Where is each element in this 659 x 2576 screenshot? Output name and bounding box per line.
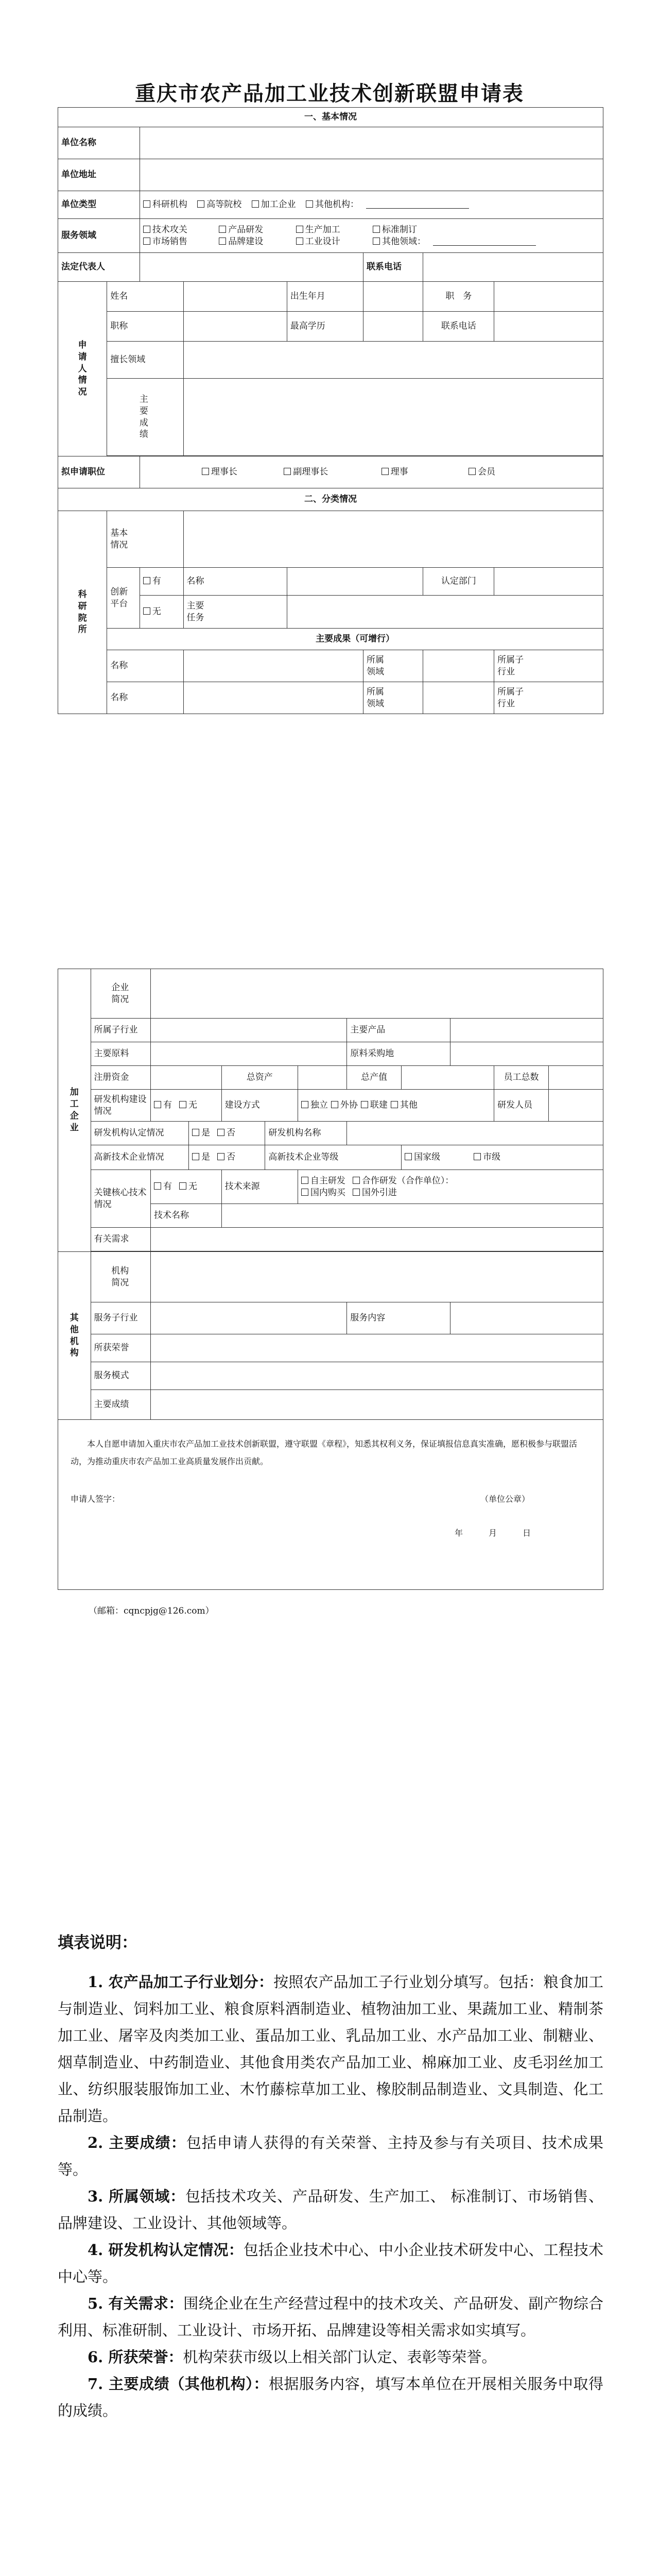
org-results-label: 主要成绩: [91, 1390, 150, 1420]
rd-built-options: [151, 1090, 222, 1122]
title-label: 职称: [107, 312, 183, 342]
instruction-5: 5. 有关需求：围绕企业在生产经营过程中的技术攻关、产品研发、副产物综合利用、标准研制、工业设计、市场开拓、品牌建设等相关需求如实填写。: [58, 2295, 603, 2339]
build-mode-label: 建设方式: [221, 1090, 298, 1122]
result2-sub-label: 所属子行业: [494, 682, 603, 714]
checkbox-other-field[interactable]: 其他领域：: [373, 236, 426, 248]
main-raw-field[interactable]: [151, 1042, 347, 1066]
hitech-level-label: 高新技术企业等级: [265, 1145, 402, 1170]
seal-label: （单位公章）: [480, 1494, 530, 1504]
instruction-4: 4. 研发机构认定情况：包括企业技术中心、中小企业技术研发中心、工程技术中心等。: [58, 2241, 603, 2285]
rd-name-field[interactable]: [347, 1122, 603, 1145]
checkbox-independent[interactable]: 独立: [301, 1099, 328, 1111]
checkbox-municipal[interactable]: 市级: [474, 1151, 500, 1163]
position-label: 职 务: [423, 282, 494, 312]
inst-basic-label: 基本情况: [107, 511, 183, 568]
honors-label: 所获荣誉: [91, 1334, 150, 1362]
rd-cert-label: 研发机构认定情况: [91, 1122, 189, 1145]
education-field[interactable]: [363, 312, 423, 342]
declaration-box: [58, 1420, 603, 1590]
result1-field-label: 所属领域: [363, 650, 423, 682]
position-field[interactable]: [494, 282, 603, 312]
svc-subindustry-label: 服务子行业: [91, 1302, 150, 1334]
checkbox-standard[interactable]: 标准制订: [373, 224, 417, 236]
unit-type-label: 单位类型: [58, 191, 140, 219]
checkbox-processing-enterprise[interactable]: 加工企业: [252, 199, 296, 211]
rd-staff-label: 研发人员: [494, 1090, 549, 1122]
unit-address-label: 单位地址: [58, 159, 140, 191]
checkbox-hitech-yes[interactable]: 是: [192, 1151, 210, 1163]
tech-source-label: 技术来源: [221, 1170, 298, 1204]
hitech-level-options: [402, 1145, 603, 1170]
contact-phone-field[interactable]: [423, 253, 603, 282]
unit-type-options: [140, 191, 603, 219]
ent-subindustry-field[interactable]: [151, 1019, 347, 1042]
checkbox-market[interactable]: 市场销售: [143, 236, 209, 248]
applicant-section-label: 申 请 人 情 况: [58, 282, 107, 456]
assets-label: 总资产: [221, 1066, 298, 1090]
legal-rep-field[interactable]: [140, 253, 363, 282]
education-label: 最高学历: [287, 312, 363, 342]
needs-field[interactable]: [151, 1228, 603, 1251]
result1-field-value[interactable]: [423, 650, 494, 682]
tech-source-options: [298, 1170, 603, 1204]
enterprise-section-label: 加 工 企 业: [58, 969, 91, 1252]
svc-mode-label: 服务模式: [91, 1362, 150, 1390]
applicant-name-field[interactable]: [183, 282, 287, 312]
svc-mode-field[interactable]: [151, 1362, 603, 1390]
checkbox-member[interactable]: 会员: [469, 466, 495, 478]
checkbox-coop-rd[interactable]: 合作研发（合作单位）：: [353, 1175, 454, 1187]
checkbox-design[interactable]: 工业设计: [296, 236, 363, 248]
main-task-field[interactable]: [287, 596, 603, 629]
reg-capital-field[interactable]: [151, 1066, 222, 1090]
svc-content-field[interactable]: [450, 1302, 603, 1334]
result2-field-value[interactable]: [423, 682, 494, 714]
application-form-part2: [58, 969, 603, 1616]
checkbox-research[interactable]: 科研机构: [143, 199, 187, 211]
main-product-label: 主要产品: [347, 1019, 450, 1042]
org-intro-field[interactable]: [151, 1252, 603, 1302]
hitech-label: 高新技术企业情况: [91, 1145, 189, 1170]
section-basic: 一、基本情况: [58, 108, 603, 127]
checkbox-rd[interactable]: 产品研发: [219, 224, 286, 236]
checkbox-national[interactable]: 国家级: [405, 1151, 466, 1163]
fill-instructions: [58, 1929, 603, 2424]
email-note: （邮箱：cqncpjg@126.com）: [89, 1606, 214, 1616]
legal-rep-label: 法定代表人: [58, 253, 140, 282]
checkbox-platform-none[interactable]: 无: [143, 606, 161, 618]
org-results-field[interactable]: [151, 1390, 603, 1420]
checkbox-vice-chairman[interactable]: 副理事长: [284, 466, 371, 478]
apply-role-label: 拟申请职位: [58, 456, 140, 488]
instruction-3: 3. 所属领域：包括技术攻关、产品研发、生产加工、 标准制订、市场销售、品牌建设、工业设计、其他领域等。: [58, 2188, 603, 2232]
cert-dept-label: 认定部门: [423, 568, 494, 596]
checkbox-university[interactable]: 高等院校: [197, 199, 241, 211]
output-field[interactable]: [402, 1066, 494, 1090]
contact-phone-label: 联系电话: [363, 253, 423, 282]
instructions-heading: 填表说明：: [58, 1934, 137, 1952]
service-field-label: 服务领域: [58, 219, 140, 253]
instruction-1: 1. 农产品加工子行业划分：按照农产品加工子行业划分填写。包括：粮食加工与制造业、饲料加工业、粮食原料酒制造业、植物油加工业、果蔬加工业、精制茶加工业、屠宰及肉类加工业、蛋品加工业、乳品加工业、水产品加工业、制糖业、烟草制造业、中药制造业、其他食用类农产品加工业、棉麻加工业、皮毛羽丝加工业、纺织服装服饰加工业、木竹藤棕草加工业、橡胶制品制造业、文具制造、化工品制造。: [58, 1973, 603, 2125]
main-product-field[interactable]: [450, 1019, 603, 1042]
reg-capital-label: 注册资金: [91, 1066, 150, 1090]
platform-has: [140, 568, 183, 596]
signature-label: 申请人签字：: [71, 1494, 120, 1504]
svc-subindustry-field[interactable]: [151, 1302, 347, 1334]
result1-name-field[interactable]: [183, 650, 363, 682]
title-field[interactable]: [183, 312, 287, 342]
unit-address-field[interactable]: [140, 159, 603, 191]
result1-name-label: 名称: [107, 650, 183, 682]
main-raw-label: 主要原料: [91, 1042, 150, 1066]
birth-label: 出生年月: [287, 282, 363, 312]
assets-field[interactable]: [298, 1066, 346, 1090]
birth-field[interactable]: [363, 282, 423, 312]
checkbox-tech[interactable]: 技术攻关: [143, 224, 209, 236]
raw-source-field[interactable]: [450, 1042, 603, 1066]
service-field-options: [140, 219, 603, 253]
section-classification: 二、分类情况: [58, 488, 603, 511]
platform-none: [140, 596, 183, 629]
inst-basic-field[interactable]: [183, 511, 603, 568]
checkbox-rd-none[interactable]: 无: [179, 1099, 197, 1111]
platform-name-label: 名称: [183, 568, 287, 596]
output-label: 总产值: [347, 1066, 402, 1090]
checkbox-build-other[interactable]: 其他: [391, 1099, 418, 1111]
staff-label: 员工总数: [494, 1066, 549, 1090]
build-mode-options: [298, 1090, 494, 1122]
instruction-6: 6. 所获荣誉：机构荣获市级以上相关部门认定、表彰等荣誉。: [88, 2348, 497, 2366]
checkbox-rd-cert-yes[interactable]: 是: [192, 1127, 210, 1139]
ent-intro-field[interactable]: [151, 969, 603, 1019]
expertise-label: 擅长领域: [107, 342, 183, 379]
checkbox-outsourced[interactable]: 外协: [331, 1099, 358, 1111]
platform-name-field[interactable]: [287, 568, 423, 596]
rd-name-label: 研发机构名称: [265, 1122, 347, 1145]
main-task-label: 主要任务: [183, 596, 287, 629]
cert-dept-field[interactable]: [494, 568, 603, 596]
key-tech-label: 关键核心技术情况: [91, 1170, 150, 1228]
other-field-underline[interactable]: [433, 237, 536, 246]
checkbox-rd-cert-no[interactable]: 否: [217, 1127, 235, 1139]
rd-built-label: 研发机构建设情况: [91, 1090, 150, 1122]
rd-cert-options: [189, 1122, 265, 1145]
platform-label: 创新平台: [107, 568, 140, 629]
results-header: 主要成果（可增行）: [107, 629, 603, 650]
checkbox-domestic[interactable]: 国内购买: [301, 1187, 345, 1199]
result2-name-label: 名称: [107, 682, 183, 714]
honors-field[interactable]: [151, 1334, 603, 1362]
key-tech-options: [151, 1170, 222, 1204]
unit-name-label: 单位名称: [58, 127, 140, 159]
instruction-7: 7. 主要成绩（其他机构）：根据服务内容，填写本单位在开展相关服务中取得的成绩。: [58, 2375, 603, 2419]
checkbox-hitech-no[interactable]: 否: [217, 1151, 235, 1163]
applicant-phone-field[interactable]: [494, 312, 603, 342]
tech-name-field[interactable]: [221, 1204, 603, 1228]
other-org-section-label: 其 他 机 构: [58, 1252, 91, 1420]
tech-name-label: 技术名称: [151, 1204, 222, 1228]
declaration-text: 本人自愿申请加入重庆市农产品加工业技术创新联盟，遵守联盟《章程》，知悉其权利义务，保证填报信息真实准确，愿积极参与联盟活动，为推动重庆市农产品加工业高质量发展作出贡献。: [71, 1439, 578, 1466]
achievements-label: 主要成绩: [107, 379, 183, 456]
instruction-2: 2. 主要成绩：包括申请人获得的有关荣誉、主持及参与有关项目、技术成果等。: [58, 2134, 603, 2178]
applicant-phone-label: 联系电话: [423, 312, 494, 342]
svc-content-label: 服务内容: [347, 1302, 450, 1334]
checkbox-chairman[interactable]: 理事长: [202, 466, 274, 478]
checkbox-foreign[interactable]: 国外引进: [353, 1187, 397, 1199]
rd-staff-field[interactable]: [549, 1090, 603, 1122]
org-intro-label: 机构简况: [91, 1252, 150, 1302]
page-title: 重庆市农产品加工业技术创新联盟申请表: [135, 81, 524, 106]
checkbox-tech-has[interactable]: 有: [154, 1181, 172, 1193]
apply-role-options: [140, 456, 603, 488]
achievements-field[interactable]: [183, 379, 603, 456]
checkbox-tech-none[interactable]: 无: [179, 1181, 197, 1193]
other-org-underline[interactable]: [366, 200, 469, 209]
date-label: 年 月 日: [455, 1528, 534, 1538]
institute-section-label: 科 研 院 所: [58, 511, 107, 714]
checkbox-brand[interactable]: 品牌建设: [219, 236, 286, 248]
applicant-name-label: 姓名: [107, 282, 183, 312]
staff-field[interactable]: [549, 1066, 603, 1090]
checkbox-other-org[interactable]: 其他机构：: [306, 199, 359, 211]
checkbox-production[interactable]: 生产加工: [296, 224, 363, 236]
checkbox-rd-has[interactable]: 有: [154, 1099, 172, 1111]
ent-subindustry-label: 所属子行业: [91, 1019, 150, 1042]
checkbox-director[interactable]: 理事: [381, 466, 459, 478]
ent-intro-label: 企业简况: [91, 969, 150, 1019]
result1-sub-label: 所属子行业: [494, 650, 603, 682]
result2-name-field[interactable]: [183, 682, 363, 714]
expertise-field[interactable]: [183, 342, 603, 379]
raw-source-label: 原料采购地: [347, 1042, 450, 1066]
needs-label: 有关需求: [91, 1228, 150, 1251]
checkbox-self-rd[interactable]: 自主研发: [301, 1175, 345, 1187]
hitech-options: [189, 1145, 265, 1170]
checkbox-platform-has[interactable]: 有: [143, 575, 161, 587]
unit-name-field[interactable]: [140, 127, 603, 159]
result2-field-label: 所属领域: [363, 682, 423, 714]
checkbox-joint[interactable]: 联建: [361, 1099, 388, 1111]
application-form-part1: [58, 107, 603, 714]
